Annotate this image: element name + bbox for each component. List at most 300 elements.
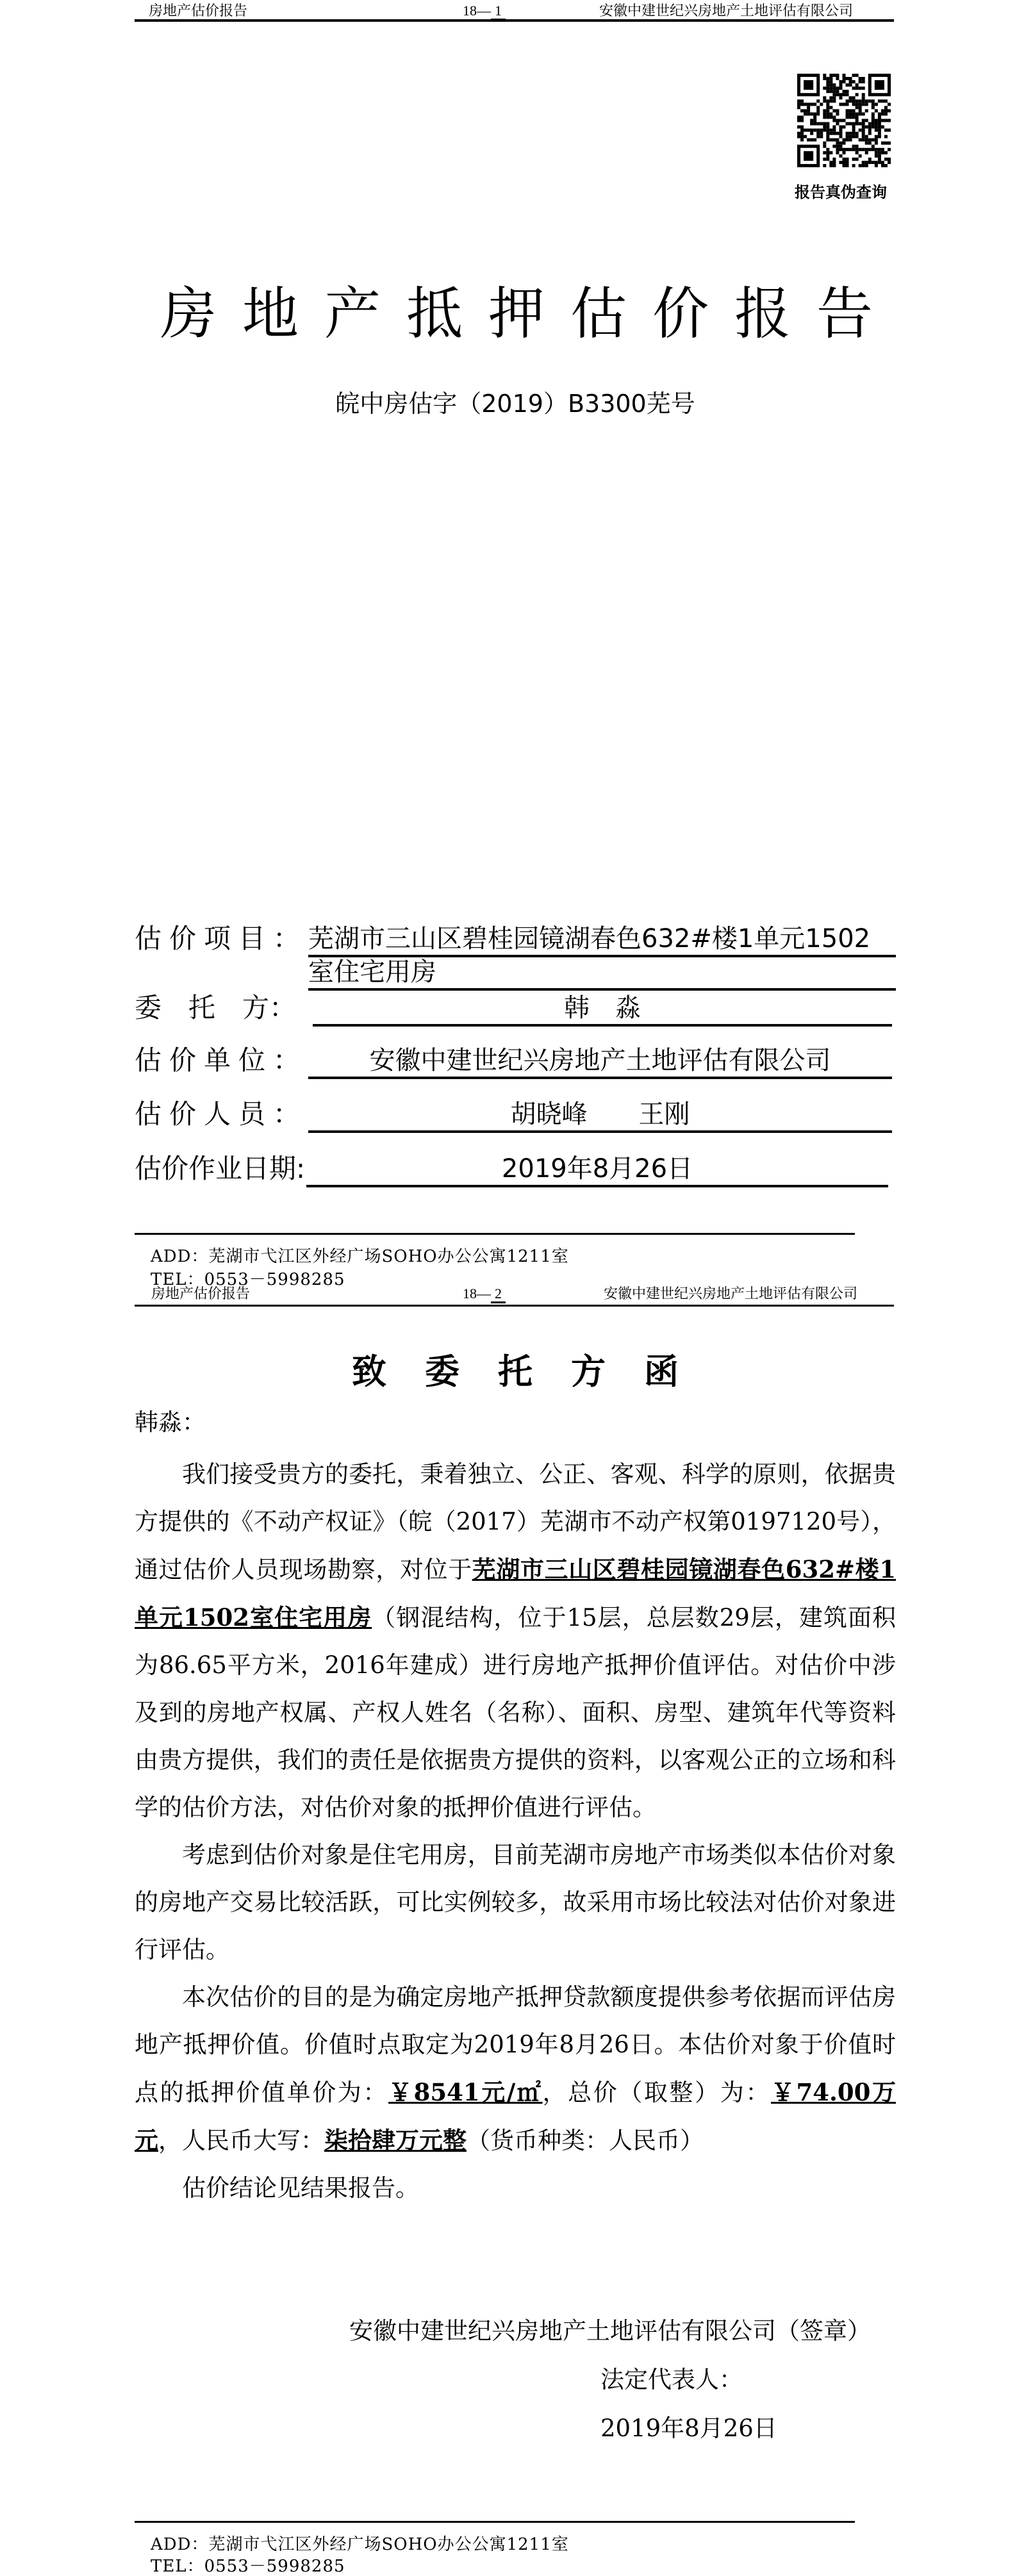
qr-module <box>878 115 881 119</box>
qr-module <box>878 135 881 138</box>
qr-module <box>810 138 813 142</box>
qr-module <box>875 119 878 122</box>
qr-module <box>884 106 888 109</box>
qr-module <box>832 87 836 90</box>
report-number: 皖中房估字（2019）B3300芜号 <box>335 390 695 418</box>
signature-block <box>135 2317 896 2443</box>
qr-module <box>832 93 836 96</box>
qr-module <box>839 119 842 122</box>
page-num: 1 <box>491 3 506 21</box>
qr-module <box>878 129 881 132</box>
qr-module <box>868 129 872 132</box>
qr-module <box>826 90 829 93</box>
letter-body <box>135 1451 896 2443</box>
qr-module <box>888 158 891 161</box>
qr-module <box>832 126 836 129</box>
qr-module <box>832 96 836 99</box>
qr-module <box>836 74 839 77</box>
qr-module <box>878 158 881 161</box>
qr-module <box>862 80 865 83</box>
field-value-appraisers: 胡晓峰 王刚 <box>308 1098 892 1133</box>
qr-module <box>839 132 842 135</box>
footer-address: ADD：芜湖市弋江区外经广场SOHO办公公寓1211室 <box>151 1247 569 1266</box>
qr-module <box>810 112 813 115</box>
qr-module <box>839 142 842 145</box>
qr-module <box>849 132 852 135</box>
qr-module <box>862 96 865 99</box>
page-num: 2 <box>491 1285 506 1303</box>
qr-module <box>872 148 875 151</box>
qr-module <box>807 129 810 132</box>
qr-module <box>856 74 859 77</box>
qr-module <box>813 119 816 122</box>
qr-module <box>804 135 807 138</box>
qr-module <box>842 103 845 106</box>
qr-module <box>884 164 888 167</box>
qr-module <box>816 132 820 135</box>
qr-module <box>862 87 865 90</box>
qr-module <box>884 109 888 112</box>
qr-module <box>846 135 849 138</box>
qr-module <box>849 112 852 115</box>
qr-module <box>813 138 816 142</box>
qr-module <box>878 112 881 115</box>
qr-module <box>826 115 829 119</box>
qr-module <box>856 115 859 119</box>
qr-module <box>865 135 868 138</box>
page-prefix: 18— <box>463 1285 491 1301</box>
qr-module <box>881 161 884 164</box>
field-label-appraiser-company: 估价单位： <box>135 1044 308 1076</box>
qr-module <box>829 132 832 135</box>
qr-module <box>836 119 839 122</box>
qr-module <box>846 83 849 87</box>
qr-module <box>797 119 800 122</box>
qr-module <box>872 126 875 129</box>
qr-module <box>832 83 836 87</box>
qr-module <box>868 158 872 161</box>
qr-module <box>846 158 849 161</box>
qr-module <box>884 129 888 132</box>
qr-module <box>823 99 826 103</box>
field-value-project-line2: 室住宅用房 <box>308 956 896 991</box>
qr-module <box>842 93 845 96</box>
qr-module <box>813 103 816 106</box>
qr-module <box>865 99 868 103</box>
qr-module <box>826 138 829 142</box>
page-number <box>463 1285 506 1302</box>
qr-module <box>800 103 804 106</box>
qr-module <box>832 109 836 112</box>
qr-module <box>856 119 859 122</box>
qr-module <box>865 148 868 151</box>
qr-module <box>839 126 842 129</box>
qr-module <box>826 132 829 135</box>
qr-module <box>878 161 881 164</box>
qr-module <box>859 154 862 158</box>
qr-module <box>839 80 842 83</box>
signature-legal-rep: 法定代表人： <box>600 2366 743 2393</box>
qr-module <box>810 132 813 135</box>
qr-module <box>875 122 878 126</box>
footer-divider <box>135 1233 855 1235</box>
field-label-appraisers: 估价人员： <box>135 1098 308 1130</box>
qr-module <box>826 112 829 115</box>
qr-module <box>813 112 816 115</box>
qr-module <box>797 135 800 138</box>
qr-module <box>859 129 862 132</box>
footer-tel: TEL：0553－5998285 <box>151 2557 345 2576</box>
paragraph-4: 估价结论见结果报告。 <box>182 2174 419 2202</box>
qr-module <box>800 115 804 119</box>
header-right: 安徽中建世纪兴房地产土地评估有限公司 <box>604 1285 858 1301</box>
qr-module <box>862 122 865 126</box>
qr-module <box>872 161 875 164</box>
qr-module <box>849 148 852 151</box>
qr-module <box>832 145 836 148</box>
qr-module <box>823 115 826 119</box>
qr-module <box>875 148 878 151</box>
qr-module <box>832 90 836 93</box>
qr-module <box>856 122 859 126</box>
qr-module <box>881 99 884 103</box>
qr-module <box>842 119 845 122</box>
qr-module <box>800 99 804 103</box>
qr-module <box>829 112 832 115</box>
qr-module <box>804 80 813 90</box>
qr-module <box>881 151 884 154</box>
qr-module <box>849 135 852 138</box>
qr-module <box>856 112 859 115</box>
qr-module <box>846 93 849 96</box>
qr-module <box>884 135 888 138</box>
qr-module <box>829 80 832 83</box>
qr-module <box>839 83 842 87</box>
qr-module <box>823 74 826 77</box>
qr-module <box>865 119 868 122</box>
qr-module <box>856 103 859 106</box>
qr-module <box>872 122 875 126</box>
qr-module <box>826 87 829 90</box>
qr-module <box>884 151 888 154</box>
qr-module <box>829 129 832 132</box>
qr-module <box>868 138 872 142</box>
qr-module <box>826 129 829 132</box>
qr-module <box>849 96 852 99</box>
qr-module <box>852 126 856 129</box>
field-label-date: 估价作业日期: <box>135 1153 306 1184</box>
qr-module <box>862 148 865 151</box>
qr-module <box>800 109 804 112</box>
qr-module <box>856 135 859 138</box>
qr-module <box>852 115 856 119</box>
qr-module <box>859 138 862 142</box>
qr-module <box>836 93 839 96</box>
qr-module <box>810 129 813 132</box>
qr-module <box>868 126 872 129</box>
qr-module <box>807 109 810 112</box>
qr-module <box>846 90 849 93</box>
qr-module <box>829 77 832 80</box>
qr-module <box>872 138 875 142</box>
qr-module <box>849 83 852 87</box>
qr-module <box>852 158 856 161</box>
header-left: 房地产估价报告 <box>151 1285 251 1301</box>
qr-code-icon <box>797 74 891 167</box>
unit-price: ￥8541元/㎡ <box>388 2078 543 2106</box>
qr-module <box>862 135 865 138</box>
qr-module <box>859 80 862 83</box>
qr-module <box>875 142 878 145</box>
qr-module <box>875 129 878 132</box>
qr-module <box>849 80 852 83</box>
qr-module <box>852 87 856 90</box>
qr-module <box>829 87 832 90</box>
qr-module <box>862 164 865 167</box>
qr-module <box>829 83 832 87</box>
qr-module <box>852 122 856 126</box>
qr-module <box>859 109 862 112</box>
qr-module <box>826 154 829 158</box>
qr-module <box>836 122 839 126</box>
qr-module <box>800 135 804 138</box>
qr-module <box>839 148 842 151</box>
qr-module <box>846 122 849 126</box>
qr-module <box>859 106 862 109</box>
qr-module <box>816 112 820 115</box>
qr-module <box>842 158 845 161</box>
qr-module <box>856 106 859 109</box>
qr-module <box>832 164 836 167</box>
qr-module <box>881 148 884 151</box>
qr-module <box>884 112 888 115</box>
qr-module <box>849 77 852 80</box>
qr-module <box>878 148 881 151</box>
qr-module <box>862 129 865 132</box>
qr-module <box>800 119 804 122</box>
qr-module <box>807 106 810 109</box>
field-value-project-line1: 芜湖市三山区碧桂园镜湖春色632#楼1单元1502 <box>308 923 896 957</box>
qr-module <box>862 161 865 164</box>
qr-module <box>865 103 868 106</box>
qr-module <box>875 109 878 112</box>
qr-module <box>823 126 826 129</box>
qr-module <box>836 151 839 154</box>
qr-module <box>829 99 832 103</box>
qr-module <box>862 132 865 135</box>
paragraph-text: 本次估价的目的是为确定房地产抵押贷款额度提供参考依据而评估房地产抵押价值。价值时点取定为2019年8月26日。本估价对象于价值时点的抵押价值单价为： <box>135 1983 896 2106</box>
qr-module <box>849 115 852 119</box>
qr-module <box>832 158 836 161</box>
qr-module <box>872 103 875 106</box>
field-value-date: 2019年8月26日 <box>306 1153 888 1187</box>
qr-module <box>856 99 859 103</box>
qr-module <box>816 122 820 126</box>
qr-module <box>800 129 804 132</box>
qr-module <box>868 161 872 164</box>
qr-module <box>846 112 849 115</box>
qr-module <box>856 151 859 154</box>
footer-address: ADD：芜湖市弋江区外经广场SOHO办公公寓1211室 <box>151 2535 569 2554</box>
total-price-words: 柒拾肆万元整 <box>324 2126 467 2154</box>
qr-module <box>846 115 849 119</box>
qr-module <box>797 115 800 119</box>
qr-module <box>829 164 832 167</box>
qr-module <box>868 132 872 135</box>
qr-module <box>842 90 845 93</box>
paragraph-text: ，人民币大写： <box>158 2127 324 2154</box>
qr-module <box>852 74 856 77</box>
header-right: 安徽中建世纪兴房地产土地评估有限公司 <box>599 3 854 19</box>
qr-module <box>826 158 829 161</box>
qr-module <box>872 119 875 122</box>
qr-module <box>852 148 856 151</box>
qr-module <box>852 132 856 135</box>
qr-module <box>859 112 862 115</box>
qr-module <box>846 138 849 142</box>
qr-module <box>872 112 875 115</box>
qr-module <box>888 148 891 151</box>
qr-module <box>862 138 865 142</box>
header-divider <box>135 19 894 22</box>
qr-module <box>823 145 826 148</box>
qr-module <box>865 161 868 164</box>
qr-module <box>856 148 859 151</box>
qr-module <box>823 151 826 154</box>
paragraph-3 <box>135 1974 896 2165</box>
qr-module <box>839 96 842 99</box>
qr-module <box>804 151 813 161</box>
paragraph-text: （货币种类：人民币） <box>467 2127 704 2154</box>
qr-module <box>820 135 823 138</box>
qr-module <box>829 96 832 99</box>
qr-module <box>859 87 862 90</box>
qr-module <box>813 122 816 126</box>
qr-module <box>865 138 868 142</box>
qr-module <box>804 103 807 106</box>
qr-module <box>856 145 859 148</box>
report-title: 房地产抵押估价报告 <box>160 281 899 347</box>
qr-module <box>832 161 836 164</box>
qr-module <box>826 151 829 154</box>
qr-module <box>881 119 884 122</box>
qr-module <box>842 74 845 77</box>
qr-module <box>878 151 881 154</box>
field-label-project: 估价项目： <box>135 923 308 954</box>
footer-divider <box>135 2521 855 2523</box>
qr-module <box>868 142 872 145</box>
qr-module <box>872 115 875 119</box>
qr-module <box>846 99 849 103</box>
qr-module <box>826 135 829 138</box>
qr-module <box>800 132 804 135</box>
qr-module <box>875 161 878 164</box>
qr-module <box>829 138 832 142</box>
qr-module <box>807 103 810 106</box>
qr-module <box>888 161 891 164</box>
qr-module <box>878 122 881 126</box>
property-address: 芜湖市三山区碧桂园镜湖春色632#楼1单元1502室住宅用房 <box>135 1555 897 1631</box>
qr-module <box>865 151 868 154</box>
qr-module <box>829 161 832 164</box>
signature-date: 2019年8月26日 <box>600 2415 777 2442</box>
qr-module <box>804 112 807 115</box>
qr-module <box>832 119 836 122</box>
qr-module <box>829 90 832 93</box>
qr-module <box>862 99 865 103</box>
qr-module <box>888 109 891 112</box>
qr-module <box>797 132 800 135</box>
qr-module <box>856 93 859 96</box>
qr-module <box>842 142 845 145</box>
qr-module <box>826 103 829 106</box>
qr-module <box>856 132 859 135</box>
qr-module <box>875 126 878 129</box>
qr-module <box>800 138 804 142</box>
qr-module <box>836 87 839 90</box>
qr-module <box>832 138 836 142</box>
qr-module <box>852 129 856 132</box>
qr-module <box>836 145 839 148</box>
qr-module <box>859 99 862 103</box>
qr-module <box>852 112 856 115</box>
qr-module <box>813 129 816 132</box>
qr-module <box>849 122 852 126</box>
qr-module <box>846 164 849 167</box>
qr-module <box>875 80 884 90</box>
field-value-appraiser-company: 安徽中建世纪兴房地产土地评估有限公司 <box>308 1044 892 1079</box>
qr-module <box>826 126 829 129</box>
header-left: 房地产估价报告 <box>149 3 248 19</box>
qr-module <box>823 96 826 99</box>
qr-module <box>842 80 845 83</box>
qr-module <box>810 122 813 126</box>
qr-module <box>872 106 875 109</box>
qr-module <box>797 126 800 129</box>
qr-module <box>856 87 859 90</box>
qr-module <box>804 129 807 132</box>
qr-module <box>878 154 881 158</box>
qr-module <box>826 80 829 83</box>
qr-module <box>872 99 875 103</box>
qr-module <box>816 99 820 103</box>
qr-module <box>862 126 865 129</box>
qr-module <box>846 109 849 112</box>
qr-module <box>878 99 881 103</box>
qr-module <box>839 154 842 158</box>
qr-module <box>823 129 826 132</box>
qr-module <box>842 151 845 154</box>
qr-module <box>826 77 829 80</box>
qr-module <box>846 103 849 106</box>
field-label-client: 委 托 方： <box>135 992 297 1023</box>
page-number <box>463 3 506 19</box>
qr-module <box>839 87 842 90</box>
qr-module <box>797 103 800 106</box>
qr-module <box>865 142 868 145</box>
qr-module <box>852 145 856 148</box>
qr-module <box>888 129 891 132</box>
qr-module <box>836 148 839 151</box>
qr-module <box>849 99 852 103</box>
qr-module <box>875 154 878 158</box>
qr-module <box>868 99 872 103</box>
qr-module <box>862 77 865 80</box>
qr-module <box>836 112 839 115</box>
qr-module <box>832 132 836 135</box>
qr-module <box>810 103 813 106</box>
qr-module <box>865 109 868 112</box>
